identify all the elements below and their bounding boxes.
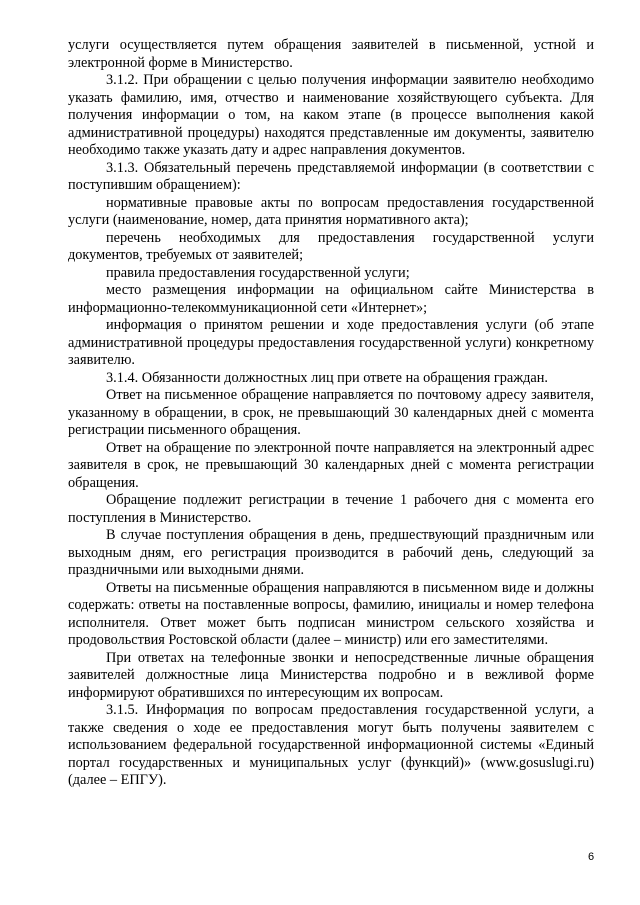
list-item-decision-info: информация о принятом решении и ходе предоставления услуги (об этапе административной процедуры предоставления государственной услуги) конкретному заявителю.: [68, 317, 594, 368]
paragraph-3-1-2: 3.1.2. При обращении с целью получения информации заявителю необходимо указать фамилию, имя, отчество и наименование хозяйствующего субъекта. Для получения информации о том, на каком этапе (в процессе выполнения какой административной процедуры) находятся представленные им документы, заявителю необходимо также указать дату и адрес направления документов.: [68, 72, 594, 158]
paragraph-registration: Обращение подлежит регистрации в течение 1 рабочего дня с момента его поступления в Министерство.: [68, 492, 594, 526]
paragraph-phone-calls: При ответах на телефонные звонки и непосредственные личные обращения заявителей должностные лица Министерства подробно и в вежливой форме информируют обратившихся по интересующим их вопросам.: [68, 649, 594, 701]
page-number: 6: [588, 851, 595, 863]
list-item-documents: перечень необходимых для предоставления государственной услуги документов, требуемых от заявителей;: [68, 229, 594, 263]
list-item-normative-acts: нормативные правовые акты по вопросам предоставления государственной услуги (наименование, номер, дата принятия нормативного акта);: [68, 194, 594, 228]
list-item-rules: правила предоставления государственной услуги;: [106, 264, 410, 281]
paragraph-continuation: услуги осуществляется путем обращения заявителей в письменной, устной и электронной форме в Министерство.: [68, 37, 594, 71]
paragraph-3-1-4: 3.1.4. Обязанности должностных лиц при ответе на обращения граждан.: [106, 369, 548, 386]
body-text: [68, 37, 594, 790]
paragraph-3-1-3: 3.1.3. Обязательный перечень представляемой информации (в соответствии с поступившим обращением):: [68, 159, 594, 193]
paragraph-email-reply: Ответ на обращение по электронной почте направляется на электронный адрес заявителя в срок, не превышающий 30 календарных дней с момента регистрации обращения.: [68, 439, 594, 491]
paragraph-written-answers: Ответы на письменные обращения направляются в письменном виде и должны содержать: ответы на поставленные вопросы, фамилию, инициалы и номер телефона исполнителя. Ответ может быть подписан министром сельского хозяйства и продовольствия Ростовской области (далее – министр) или его заместителями.: [68, 579, 594, 648]
paragraph-3-1-5: 3.1.5. Информация по вопросам предоставления государственной услуги, а также сведения о ходе ее предоставления могут быть получены заявителем с использованием федеральной государственной информационной системы «Единый портал государственных и муниципальных услуг (функций)» (www.gosuslugi.ru) (далее – ЕПГУ).: [68, 702, 594, 788]
paragraph-holidays: В случае поступления обращения в день, предшествующий праздничным или выходным дням, его регистрация производится в рабочий день, следующий за праздничными или выходными днями.: [68, 527, 594, 578]
paragraph-postal-reply: Ответ на письменное обращение направляется по почтовому адресу заявителя, указанному в обращении, в срок, не превышающий 30 календарных дней с момента регистрации письменного обращения.: [68, 387, 594, 438]
list-item-website: место размещения информации на официальном сайте Министерства в информационно-телекоммуникационной сети «Интернет»;: [68, 282, 594, 316]
